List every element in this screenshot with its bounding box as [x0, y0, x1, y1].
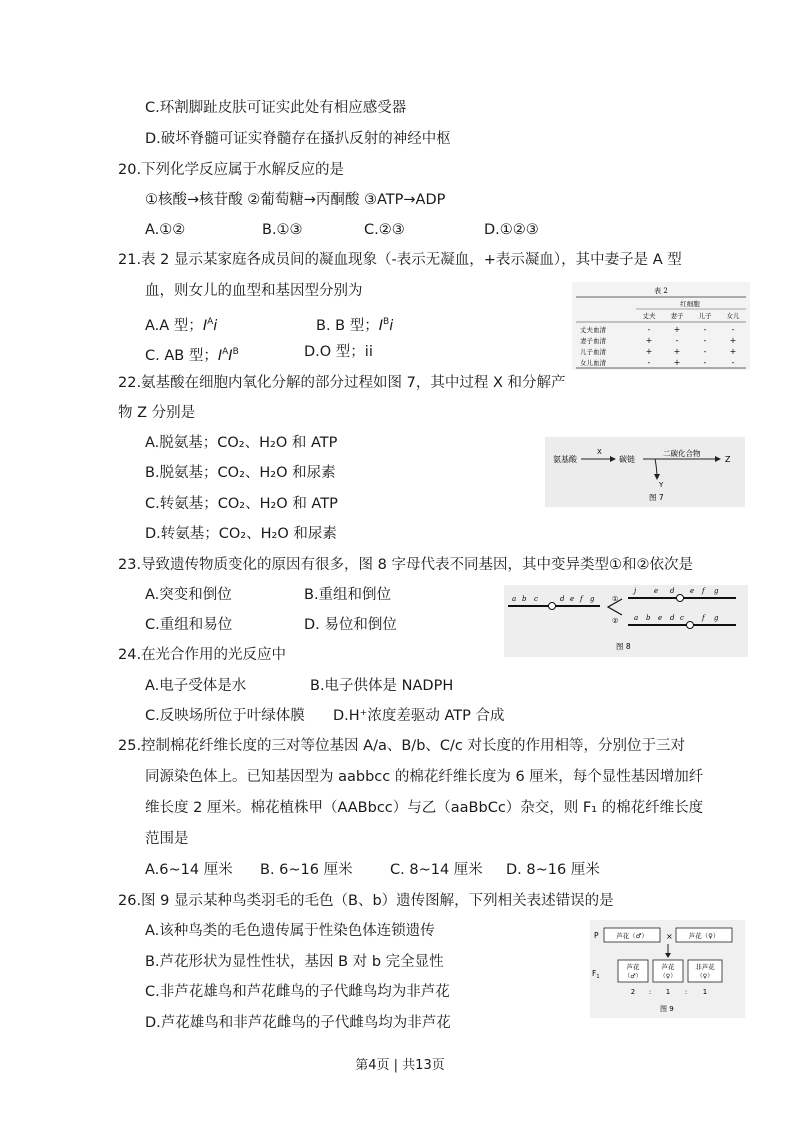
q23-option-a: A.突变和倒位 [145, 587, 232, 603]
q21-option-c: C. AB 型；$I^AI^B$ [145, 347, 239, 364]
svg-text:g: g [590, 595, 595, 603]
q20-option-d: D.①②③ [484, 222, 539, 238]
fig8-caption: 图 8 [616, 642, 631, 651]
q24-option-b: B.电子供体是 NADPH [310, 678, 454, 694]
svg-text:g: g [714, 587, 719, 595]
svg-text:e: e [570, 595, 575, 603]
q25-option-d: D. 8~16 厘米 [506, 862, 600, 878]
figure-9 [590, 920, 745, 1018]
q25-line-2: 同源染色体上。已知基因型为 aabbcc 的棉花纤维长度为 6 厘米，每个显性基因增加纤 [145, 769, 704, 785]
q23-option-b: B.重组和倒位 [304, 587, 392, 603]
q21-stem-1: 21.表 2 显示某家庭各成员间的凝血现象（-表示无凝血，+表示凝血），其中妻子是 A 型 [118, 252, 682, 268]
fig9-parent-female: 芦花（♀） [688, 932, 720, 940]
svg-text::: : [648, 988, 652, 996]
svg-text:（♂）: （♂） [624, 973, 642, 980]
fig9-caption: 图 9 [660, 1005, 674, 1013]
q24-option-c: C.反映场所位于叶绿体膜 [145, 708, 305, 724]
svg-text:-: - [647, 358, 651, 367]
svg-text:e: e [690, 587, 695, 595]
q26-option-d: D.芦花雄鸟和非芦花雌鸟的子代雌鸟均为非芦花 [145, 1015, 451, 1031]
svg-text:-: - [703, 336, 707, 345]
q26-option-b: B.芦花形状为显性性状，基因 B 对 b 完全显性 [145, 954, 444, 970]
q24-option-d: D.H⁺浓度差驱动 ATP 合成 [333, 708, 505, 724]
figure-8 [504, 585, 748, 657]
svg-text:d: d [670, 587, 675, 595]
fig7-y-label: Y [659, 481, 664, 489]
table-title: 表 2 [654, 287, 668, 295]
table-group-header: 红细胞 [680, 300, 700, 308]
fig9-parent-male: 芦花（♂） [616, 932, 648, 940]
fig8-mark-2: ② [612, 617, 619, 625]
q26-option-a: A.该种鸟类的毛色遗传属于性染色体连锁遗传 [145, 923, 435, 939]
col-header-daughter: 女儿 [726, 312, 740, 320]
svg-text:+: + [729, 336, 737, 345]
svg-text:-: - [703, 347, 707, 356]
fig9-cross: × [666, 932, 673, 941]
fig9-ratio-2: 1 [665, 988, 671, 996]
q20-option-b: B.①③ [262, 222, 303, 238]
fig9-f1-label: $F_1$ [592, 969, 600, 980]
q21-option-a: A.A 型；$I^Ai$ [145, 317, 218, 334]
svg-text:-: - [647, 325, 651, 334]
svg-text:丈夫血清: 丈夫血清 [580, 326, 606, 334]
col-header-husband: 丈夫 [642, 312, 656, 320]
fig9-ratio-3: 1 [702, 988, 708, 996]
svg-text:a: a [634, 614, 639, 622]
table-row [580, 358, 735, 367]
q25-line-3: 维长度 2 厘米。棉花植株甲（AABbcc）与乙（aaBbCc）杂交，则 F₁ 的棉花纤维长度 [145, 800, 704, 816]
q23-option-d: D. 易位和倒位 [304, 617, 397, 633]
svg-text:f: f [580, 595, 583, 603]
fig9-p-label: P [594, 931, 599, 940]
q25-option-a: A.6~14 厘米 [145, 862, 233, 878]
svg-text:女儿血清: 女儿血清 [580, 359, 606, 367]
q20-option-a: A.①② [145, 222, 186, 238]
svg-text:-: - [675, 336, 679, 345]
q21-option-d: D.O 型；ii [304, 344, 373, 360]
svg-text:d: d [560, 595, 565, 603]
svg-text:c: c [534, 595, 538, 603]
svg-text:e: e [658, 614, 663, 622]
svg-text:f: f [702, 587, 705, 595]
q22-option-d: D.转氨基；CO₂、H₂O 和尿素 [145, 526, 337, 542]
q22-option-b: B.脱氨基；CO₂、H₂O 和尿素 [145, 465, 336, 481]
svg-text:j: j [634, 587, 637, 595]
fig7-carbon-chain: 碳链 [619, 455, 635, 464]
fig9-child-3: 非芦花 [695, 963, 715, 971]
q23-option-c: C.重组和易位 [145, 617, 233, 633]
q23-stem: 23.导致遗传物质变化的原因有很多，图 8 字母代表不同基因，其中变异类型①和②依次是 [118, 557, 693, 573]
q21-stem-2: 血，则女儿的血型和基因型分别为 [145, 283, 363, 299]
svg-text:d: d [670, 614, 675, 622]
q22-option-a: A.脱氨基；CO₂、H₂O 和 ATP [145, 435, 338, 451]
svg-text:妻子血清: 妻子血清 [580, 337, 606, 345]
q19-option-c: C.环割脚趾皮肤可证实此处有相应感受器 [145, 100, 407, 116]
col-header-wife: 妻子 [670, 312, 684, 320]
svg-text:+: + [673, 325, 681, 334]
svg-text:（♀）: （♀） [696, 973, 714, 980]
q25-line-4: 范围是 [145, 831, 189, 847]
svg-text:g: g [714, 614, 719, 622]
svg-text::: : [684, 988, 688, 996]
svg-text:b: b [646, 614, 651, 622]
svg-text:-: - [703, 358, 707, 367]
fig9-ratio-1: 2 [630, 988, 636, 996]
page-footer: 第4页 | 共13页 [355, 1058, 445, 1073]
col-header-son: 儿子 [698, 312, 712, 320]
q22-stem-2: 物 Z 分别是 [118, 405, 196, 421]
fig7-x-label: X [597, 448, 602, 456]
fig7-amino-acid: 氨基酸 [553, 455, 577, 464]
svg-text:+: + [673, 347, 681, 356]
svg-text:c: c [680, 614, 684, 622]
svg-text:+: + [673, 358, 681, 367]
svg-text:（♀）: （♀） [659, 973, 677, 980]
q20-items: ①核酸→核苷酸 ②葡萄糖→丙酮酸 ③ATP→ADP [145, 192, 446, 208]
q22-option-c: C.转氨基；CO₂、H₂O 和 ATP [145, 496, 338, 512]
table-row [580, 325, 735, 334]
q20-option-c: C.②③ [364, 222, 405, 238]
fig7-two-carbon: 二碳化合物 [663, 449, 701, 458]
q24-stem: 24.在光合作用的光反应中 [118, 647, 287, 663]
figure-7 [545, 437, 745, 507]
svg-text:e: e [654, 587, 659, 595]
q20-stem: 20.下列化学反应属于水解反应的是 [118, 162, 345, 178]
q25-line-1: 25.控制棉花纤维长度的三对等位基因 A/a、B/b、C/c 对长度的作用相等，分别位于三对 [118, 738, 685, 754]
table-row [580, 347, 736, 356]
fig9-child-1: 芦花 [626, 963, 640, 971]
svg-text:-: - [703, 325, 707, 334]
q22-stem-1: 22.氨基酸在细胞内氧化分解的部分过程如图 7，其中过程 X 和分解产 [118, 375, 566, 391]
q25-option-c: C. 8~14 厘米 [390, 862, 483, 878]
q26-option-c: C.非芦花雄鸟和芦花雌鸟的子代雌鸟均为非芦花 [145, 984, 450, 1000]
svg-text:a: a [512, 595, 517, 603]
svg-text:+: + [729, 347, 737, 356]
q24-option-a: A.电子受体是水 [145, 678, 247, 694]
table-row [580, 336, 736, 345]
fig7-z-label: Z [725, 455, 731, 464]
q19-option-d: D.破坏脊髓可证实脊髓存在搔扒反射的神经中枢 [145, 131, 451, 147]
q25-option-b: B. 6~16 厘米 [260, 862, 353, 878]
svg-text:+: + [645, 347, 653, 356]
table-2-figure [572, 282, 750, 370]
q26-stem: 26.图 9 显示某种鸟类羽毛的毛色（B、b）遗传图解，下列相关表述错误的是 [118, 893, 614, 909]
svg-text:f: f [702, 614, 705, 622]
fig7-caption: 图 7 [649, 493, 664, 502]
fig8-mark-1: ① [612, 595, 619, 603]
q21-option-b: B. B 型；$I^Bi$ [316, 317, 394, 334]
svg-text:b: b [522, 595, 527, 603]
fig9-child-2: 芦花 [661, 963, 675, 971]
svg-text:-: - [731, 325, 735, 334]
svg-text:+: + [645, 336, 653, 345]
svg-text:儿子血清: 儿子血清 [580, 348, 606, 356]
svg-text:-: - [731, 358, 735, 367]
